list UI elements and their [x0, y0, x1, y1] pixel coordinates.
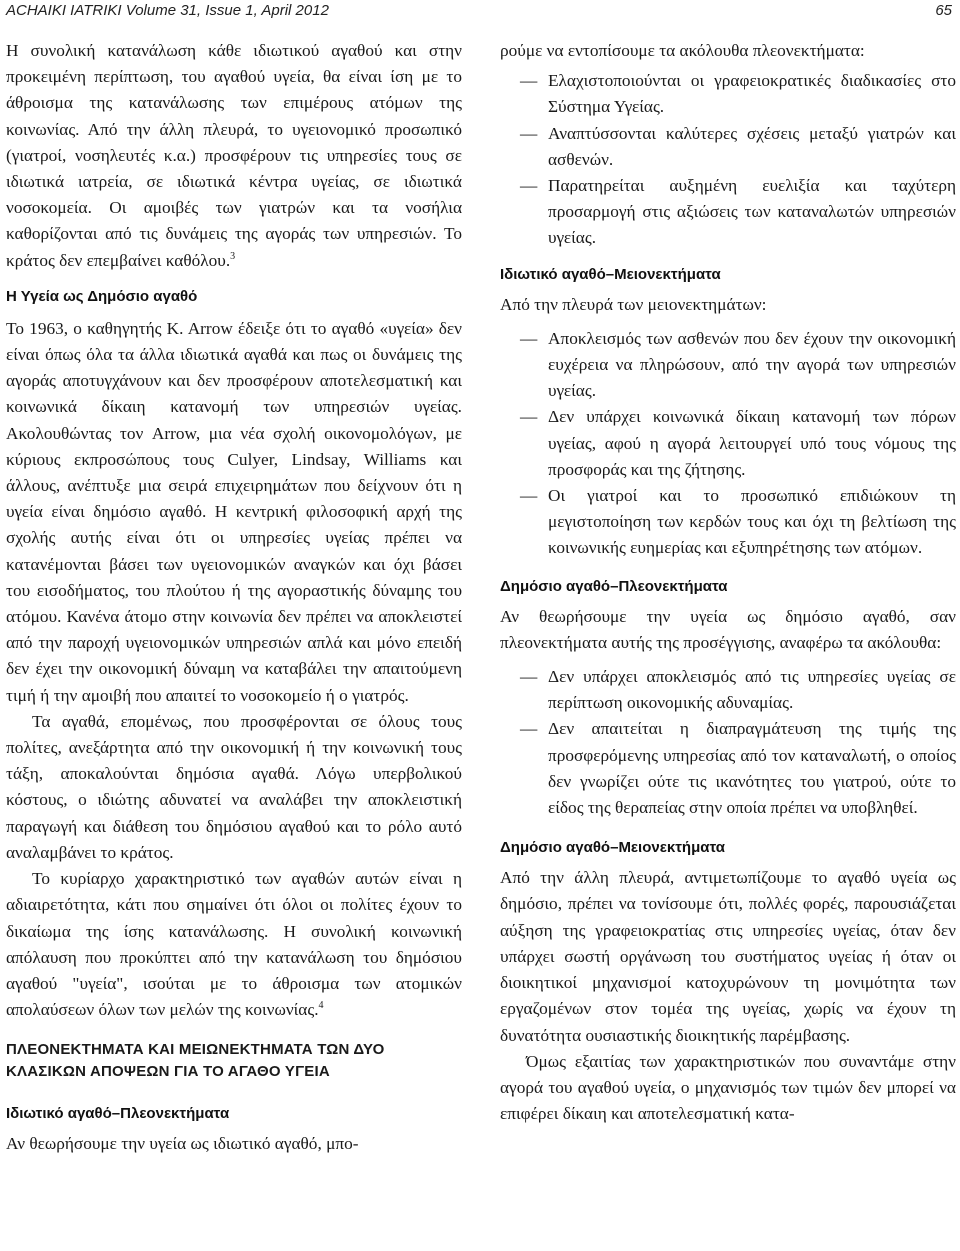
paragraph: Η συνολική κατανάλωση κάθε ιδιωτικού αγαθού και στην προκειμένη περίπτωση, του αγαθού υγεία, θα είναι ίση με το άθροισμα της κατανάλωσης των επιμέρους ατόμων της κοινωνίας. Από την άλλη πλευρά, το υγειονομικό προσωπικό (γιατροί, νοσηλευτές κ.α.) προσφέρουν τις υπηρεσίες τους σε ιδιωτικά ιατρεία, σε ιδιωτικά κέντρα υγείας, σε ιδιωτικά νοσοκομεία. Οι αμοιβές των γιατρών και τα νοσήλια καθορίζονται από τις δυνάμεις της αγοράς των υπηρεσιών. Το κράτος δεν επεμβαίνει καθόλου.$^3$	[6, 41, 462, 270]
dash-marker: —	[520, 176, 538, 196]
subsection-heading: Ιδιωτικό αγαθό–Πλεονεκτήματα	[6, 1105, 230, 1123]
paragraph: Το 1963, ο καθηγητής K. Arrow έδειξε ότι το αγαθό «υγεία» δεν είναι όπως όλα τα άλλα ιδιωτικά αγαθά και πως οι δυνάμεις της αγοράς αποτυγχάνουν και δεν προσφέρουν αποτελεσματική και κοινωνικά δίκαιη κατανομή των υπηρεσιών υγείας. Ακολουθώντας τον Arrow, μια νέα σχολή οικονομολόγων, με κύριους εκπροσώπους τους Culyer, Lindsay, Williams και άλλους, ανέπτυξε μια σειρά επιχειρημάτων που δείχνουν ότι η υγεία είναι δημόσιο αγαθό. Η κεντρική φιλοσοφική αρχή της σχολής αυτής είναι ότι οι υπηρεσίες υγείας πρέπει να κατανέμονται βάσει των υγειονομικών αναγκών και όχι βάσει του εισοδήματος, του πλούτου ή της αγοραστικής δύναμης του ατόμου. Κανένα άτομο στην κοινωνία δεν πρέπει να αποκλειστεί από την παροχή υγειονομικών υπηρεσιών απλά και μόνο επειδή δεν έχει την οικονομική δύναμη να καταβάλει την απαιτούμενη τιμή ή την αμοιβή που απαιτεί το νοσοκομείο ή ο γιατρός.	[6, 318, 462, 705]
subsection-heading: Ιδιωτικό αγαθό–Μειονεκτήματα	[500, 265, 721, 283]
dash-marker: —	[520, 123, 538, 143]
journal-citation: ACHAIKI IATRIKI Volume 31, Issue 1, April 2012	[6, 2, 329, 19]
bullet-list	[500, 664, 956, 821]
dash-marker: —	[520, 328, 538, 348]
paragraph: Όμως εξαιτίας των χαρακτηριστικών που συναντάμε στην αγορά του αγαθού υγεία, ο μηχανισμός των τιμών δεν μπορεί να επιφέρει δίκαιη και αποτελεσματική κατα-	[500, 1051, 956, 1124]
paragraph: Από την άλλη πλευρά, αντιμετωπίζουμε το αγαθό υγεία ως δημόσιο, πρέπει να τονίσουμε ότι, πολλές φορές, παρουσιάζεται αύξηση της γραφειοκρατίας στις υπηρεσίες υγείας, όταν δεν υπάρχει σωστή οργάνωση του συστήματος υγείας ή όταν οι διοικητικοί μηχανισμοί κατοχυρώνουν τη μονιμότητα των εργαζομένων στον τομέα της υγείας, χωρίς να έχουν τη δυνατότητα ουσιαστικής διοικητικής παρέμβασης.	[500, 868, 956, 1045]
footnote-ref[interactable]: 3	[230, 250, 236, 262]
dash-marker: —	[520, 71, 538, 91]
subsection-heading: Δημόσιο αγαθό–Πλεονεκτήματα	[500, 577, 728, 595]
left-column	[6, 38, 462, 1158]
footnote-ref[interactable]: 4	[318, 1000, 324, 1012]
section-heading: Η Υγεία ως Δημόσιο αγαθό	[6, 287, 198, 305]
list-item: — Ελαχιστοποιούνται οι γραφειοκρατικές διαδικασίες στο Σύστημα Υγείας.	[500, 68, 956, 120]
paragraph: Από την πλευρά των μειονεκτημάτων:	[500, 294, 767, 314]
list-item: — Παρατηρείται αυξημένη ευελιξία και ταχύτερη προσαρμογή στις αξιώσεις των καταναλωτών υπηρεσιών υγείας.	[500, 173, 956, 252]
running-header	[6, 2, 954, 24]
section-heading-caps: ΠΛΕΟΝΕΚΤΗΜΑΤΑ ΚΑΙ ΜΕΙΩΝΕΚΤΗΜΑΤΑ ΤΩΝ ΔΥΟ ΚΛΑΣΙΚΩΝ ΑΠΟΨΕΩΝ ΓΙΑ ΤΟ ΑΓΑΘΟ ΥΓΕΙΑ	[6, 1041, 385, 1081]
paragraph: Αν θεωρήσουμε την υγεία ως δημόσιο αγαθό, σαν πλεονεκτήματα αυτής της προσέγγισης, αναφέρω τα ακόλουθα:	[500, 606, 956, 652]
paragraph: Τα αγαθά, επομένως, που προσφέρονται σε όλους τους πολίτες, ανεξάρτητα από την οικονομική ή την κοινωνική τους τάξη, αποκαλούνται δημόσια αγαθά. Λόγω υπερβολικού κόστους, ο ιδιώτης αδυνατεί να αναλάβει την αποκλειστική παραγωγή και διάθεση του δημόσιου αγαθού και το ρόλο αυτό αναλαμβάνει το κράτος.	[6, 711, 462, 862]
dash-marker: —	[520, 407, 538, 427]
list-item: — Δεν υπάρχει κοινωνικά δίκαιη κατανομή των πόρων υγείας, αφού η αγορά λειτουργεί υπό τους νόμους της προσφοράς και της ζήτησης.	[500, 404, 956, 483]
paragraph: Αν θεωρήσουμε την υγεία ως ιδιωτικό αγαθό, μπο-	[6, 1134, 359, 1154]
page-number: 65	[935, 2, 952, 19]
list-item: — Αποκλεισμός των ασθενών που δεν έχουν την οικονομική ευχέρεια να πληρώσουν, από την αγορά των υπηρεσιών υγείας.	[500, 326, 956, 405]
right-column	[500, 38, 956, 1127]
bullet-list	[500, 68, 956, 251]
list-item: — Αναπτύσσονται καλύτερες σχέσεις μεταξύ γιατρών και ασθενών.	[500, 121, 956, 173]
paragraph: Το κυρίαρχο χαρακτηριστικό των αγαθών αυτών είναι η αδιαιρετότητα, κάτι που σημαίνει ότι όλοι οι πολίτες έχουν το δικαίωμα της ίσης κατανάλωσης. Η συνολική κοινωνική απόλαυση που προκύπτει από την κατανάλωση του δημόσιου αγαθού "υγεία", ισούται με το άθροισμα των ατομικών απολαύσεων όλων των μελών της κοινωνίας.$^4$	[6, 869, 462, 1020]
dash-marker: —	[520, 486, 538, 506]
dash-marker: —	[520, 719, 538, 739]
bullet-list	[500, 326, 956, 562]
list-item: — Δεν απαιτείται η διαπραγμάτευση της τιμής της προσφερόμενης υπηρεσίας από τον καταναλωτή, ο οποίος δεν γνωρίζει ούτε τις ικανότητες του γιατρού, ούτε το είδος της θεραπείας στην οποία πρέπει να υποβληθεί.	[500, 716, 956, 821]
list-item: — Δεν υπάρχει αποκλεισμός από τις υπηρεσίες υγείας σε περίπτωση οικονομικής αδυναμίας.	[500, 664, 956, 716]
paragraph: ρούμε να εντοπίσουμε τα ακόλουθα πλεονεκτήματα:	[500, 41, 865, 60]
dash-marker: —	[520, 667, 538, 687]
subsection-heading: Δημόσιο αγαθό–Μειονεκτήματα	[500, 839, 725, 857]
list-item: — Οι γιατροί και το προσωπικό επιδιώκουν τη μεγιστοποίηση των κερδών τους και όχι τη βελτίωση της κοινωνικής ευημερίας και εξυπηρέτησης των ατόμων.	[500, 483, 956, 562]
